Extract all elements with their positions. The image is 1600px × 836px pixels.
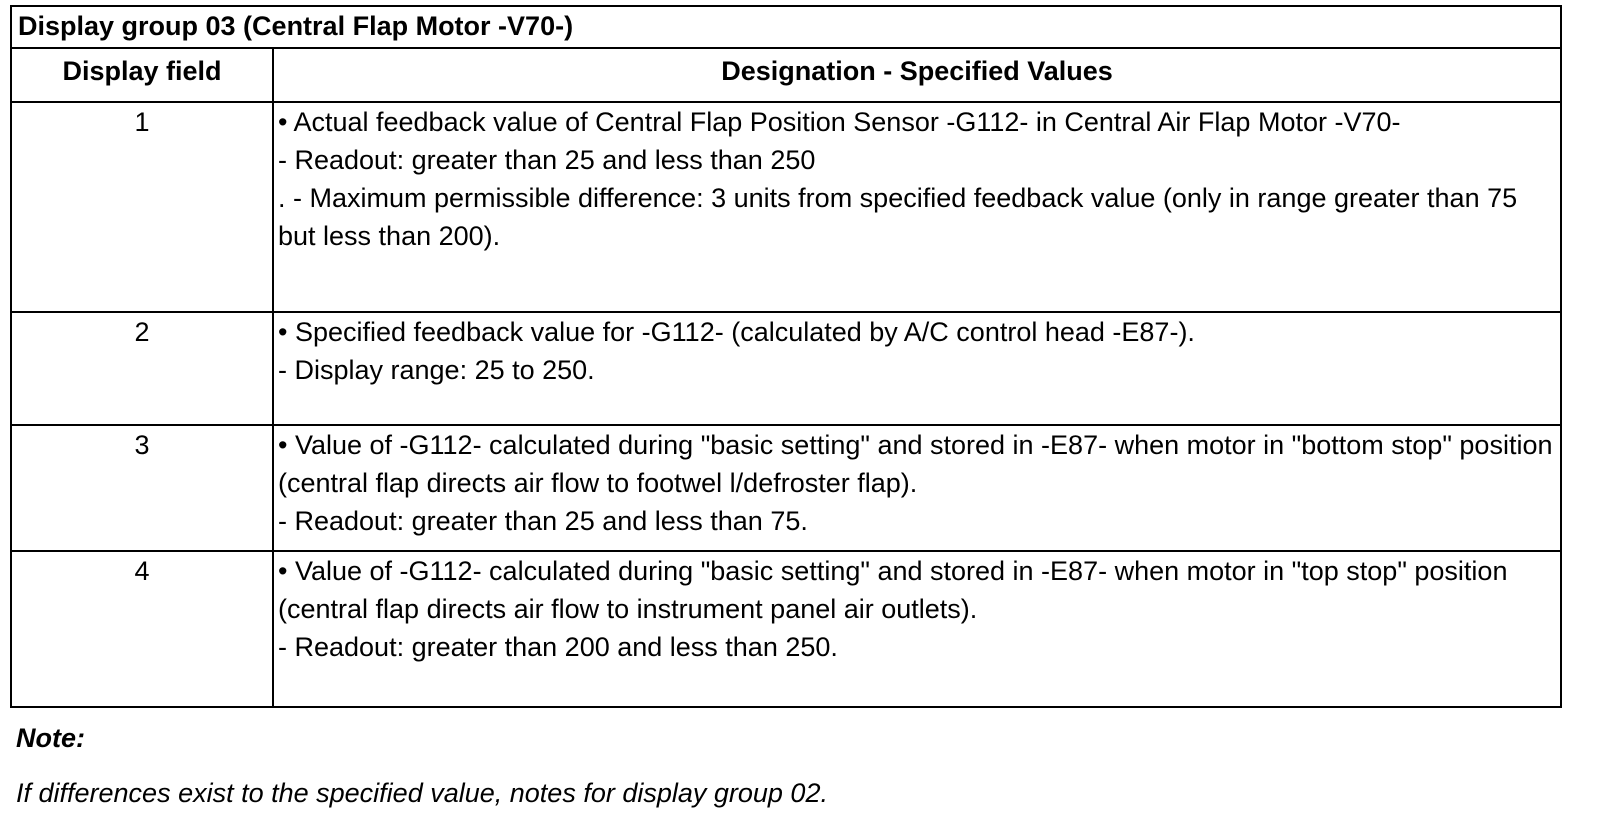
designation-line: - Readout: greater than 200 and less than 250. — [278, 632, 838, 662]
note-label: Note: — [16, 723, 85, 753]
table-title: Display group 03 (Central Flap Motor -V70-) — [11, 6, 1561, 48]
display-field-cell: 1 — [11, 102, 273, 312]
note-text: If differences exist to the specified value, notes for display group 02. — [16, 778, 828, 808]
table-title-row — [11, 6, 1561, 48]
column-header-designation: Designation - Specified Values — [273, 48, 1561, 102]
designation-cell — [273, 102, 1561, 312]
designation-line: - Readout: greater than 25 and less than 75. — [278, 506, 808, 536]
designation-line: • Specified feedback value for -G112- (calculated by A/C control head -E87-). — [278, 317, 1195, 347]
designation-line: . - Maximum permissible difference: 3 units from specified feedback value (only in range greater than 75 but less than 200). — [278, 183, 1518, 251]
display-group-table — [10, 5, 1562, 708]
table-row — [11, 102, 1561, 312]
table-row — [11, 425, 1561, 551]
display-field-cell: 3 — [11, 425, 273, 551]
table-row — [11, 312, 1561, 425]
designation-line: - Display range: 25 to 250. — [278, 355, 595, 385]
designation-cell — [273, 425, 1561, 551]
designation-line: • Value of -G112- calculated during "basic setting" and stored in -E87- when motor in "top stop" position (central flap directs air flow to instrument panel air outlets). — [278, 556, 1508, 624]
designation-line: • Value of -G112- calculated during "basic setting" and stored in -E87- when motor in "bottom stop" position (central flap directs air flow to footwel l/defroster flap). — [278, 430, 1553, 498]
table-row — [11, 551, 1561, 707]
designation-line: • Actual feedback value of Central Flap Position Sensor -G112- in Central Air Flap Motor -V70- — [278, 107, 1401, 137]
column-header-display-field: Display field — [11, 48, 273, 102]
designation-cell — [273, 312, 1561, 425]
display-field-cell: 4 — [11, 551, 273, 707]
designation-line: - Readout: greater than 25 and less than 250 — [278, 145, 816, 175]
designation-cell — [273, 551, 1561, 707]
table-header-row — [11, 48, 1561, 102]
display-field-cell: 2 — [11, 312, 273, 425]
